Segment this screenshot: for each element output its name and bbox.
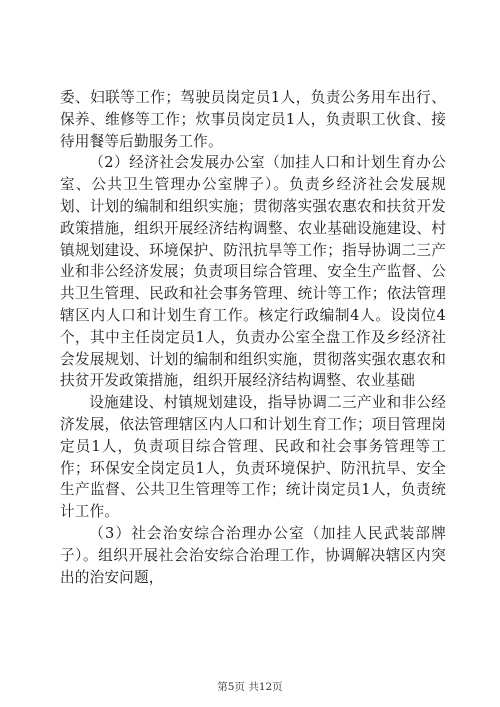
page-number-footer: 第5页 共12页 <box>217 681 283 693</box>
paragraph-economic-office: （2）经济社会发展办公室（加挂人口和计划生育办公室、公共卫生管理办公室牌子）。负责乡经济社会发展规划、计划的编制和组织实施；贯彻落实强农惠农和扶贫开发政策措施，组织开展经济结构调整、农业基础设施建设、村镇规划建设、环境保护、防汛抗旱等工作；指导协调二三产业和非公经济发展；负责项目综合管理、安全生产监督、公共卫生管理、民政和社会事务管理、统计等工作；依法管理辖区内人口和计划生育工作。核定行政编制4人。设岗位4个，其中主任岗定员1人，负责办公室全盘工作及乡经济社会发展规划、计划的编制和组织实施，贯彻落实强农惠农和扶贫开发政策措施，组织开展经济结构调整、农业基础 <box>60 154 446 390</box>
document-body <box>60 87 446 588</box>
paragraph-public-security-office: （3）社会治安综合治理办公室（加挂人民武装部牌子）。组织开展社会治安综合治理工作，协调解决辖区内突出的治安问题， <box>60 524 446 586</box>
paragraph-economic-office-duties: 设施建设、村镇规划建设，指导协调二三产业和非公经济发展，依法管理辖区内人口和计划生育工作；项目管理岗定员1人，负责项目综合管理、民政和社会事务管理等工作；环保安全岗定员1人，负责环境保护、防汛抗旱、安全生产监督、公共卫生管理等工作；统计岗定员1人，负责统计工作。 <box>60 394 446 521</box>
paragraph-continuation: 委、妇联等工作；驾驶员岗定员1人，负责公务用车出行、保养、维修等工作；炊事员岗定员1人，负责职工伙食、接待用餐等后勤服务工作。 <box>60 89 446 150</box>
